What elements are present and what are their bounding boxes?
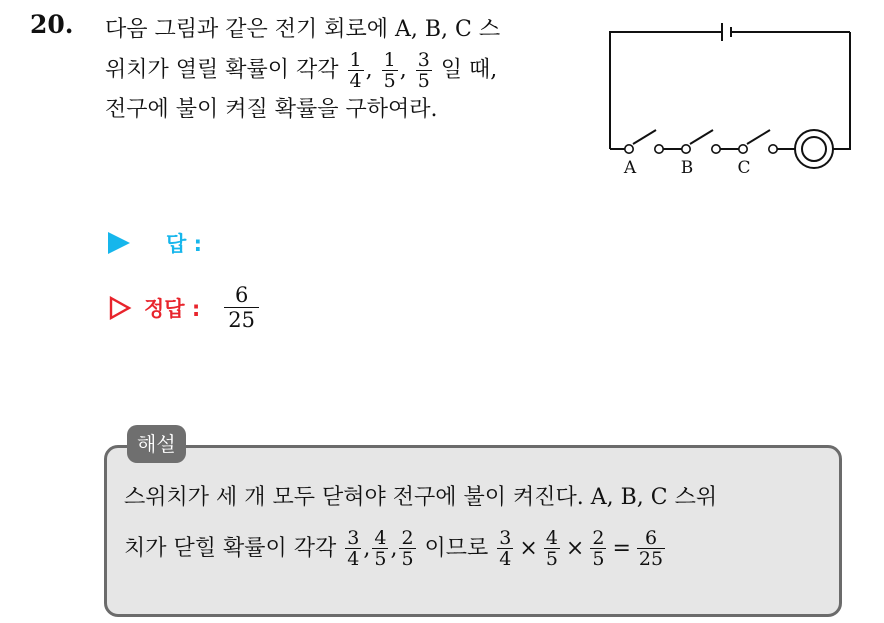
outline-triangle-icon [108, 296, 132, 320]
explanation-line-2-start: 치가 닫힐 확률이 각각 [124, 535, 337, 561]
comma: , [363, 535, 371, 561]
answer-label: 답 : [166, 232, 202, 256]
explanation-line-2-mid: 이므로 [424, 535, 489, 561]
explanation-line-2 [124, 528, 834, 569]
question-line-2-end: 일 때, [440, 57, 498, 83]
comma: , [399, 57, 407, 83]
bulb-icon [795, 130, 833, 168]
answer-row [108, 228, 202, 258]
fraction-closed-c: $\frac{2}{5}$ [401, 527, 414, 570]
circuit-diagram [600, 18, 862, 180]
result-fraction: $\frac{6}{25}$ [638, 527, 664, 570]
switch-b-terminal-left [682, 145, 690, 153]
switch-a-terminal-right [655, 145, 663, 153]
switch-c-label: C [737, 158, 751, 178]
question-text [105, 10, 585, 130]
correct-answer-row [108, 283, 261, 332]
fraction-open-c: $\frac{3}{5}$ [417, 49, 430, 92]
play-triangle-icon [108, 232, 130, 254]
question-line-2 [105, 50, 585, 90]
switch-a-label: A [623, 158, 637, 178]
question-line-2-start: 위치가 열릴 확률이 각각 [105, 57, 339, 83]
fraction-closed-b: $\frac{4}{5}$ [374, 527, 387, 570]
times-sign: × [519, 535, 538, 561]
circuit-wire-top [610, 32, 721, 149]
explanation-text [124, 478, 834, 569]
question-line-1: 다음 그림과 같은 전기 회로에 A, B, C 스 [105, 17, 501, 42]
switch-a-terminal-left [625, 145, 633, 153]
fraction-open-a: $\frac{1}{4}$ [349, 49, 362, 92]
explanation-tag: 해설 [127, 425, 186, 463]
switch-c-lever [747, 130, 770, 144]
explanation-line-1: 스위치가 세 개 모두 닫혀야 전구에 불이 켜진다. A, B, C 스위 [124, 485, 718, 510]
switch-a-lever [633, 130, 656, 144]
comma: , [365, 57, 373, 83]
product-fraction-a: $\frac{3}{4}$ [499, 527, 512, 570]
question-number: 20. [30, 10, 74, 39]
switch-c-terminal-right [769, 145, 777, 153]
question-line-3: 전구에 불이 켜질 확률을 구하여라. [105, 97, 438, 122]
switch-c-terminal-left [739, 145, 747, 153]
switch-b-lever [690, 130, 713, 144]
correct-answer-fraction: $\frac{6}{25}$ [224, 283, 259, 332]
correct-answer-label: 정답 : [144, 296, 201, 321]
equals-sign: = [612, 535, 631, 561]
bulb-inner-ring [802, 137, 826, 161]
switch-b-terminal-right [712, 145, 720, 153]
fraction-closed-a: $\frac{3}{4}$ [347, 527, 360, 570]
product-fraction-c: $\frac{2}{5}$ [592, 527, 605, 570]
times-sign: × [565, 535, 585, 561]
comma: , [390, 535, 398, 561]
fraction-open-b: $\frac{1}{5}$ [383, 49, 396, 92]
switch-b-label: B [680, 158, 694, 178]
circuit-wire-right [833, 32, 850, 149]
product-fraction-b: $\frac{4}{5}$ [545, 527, 558, 570]
